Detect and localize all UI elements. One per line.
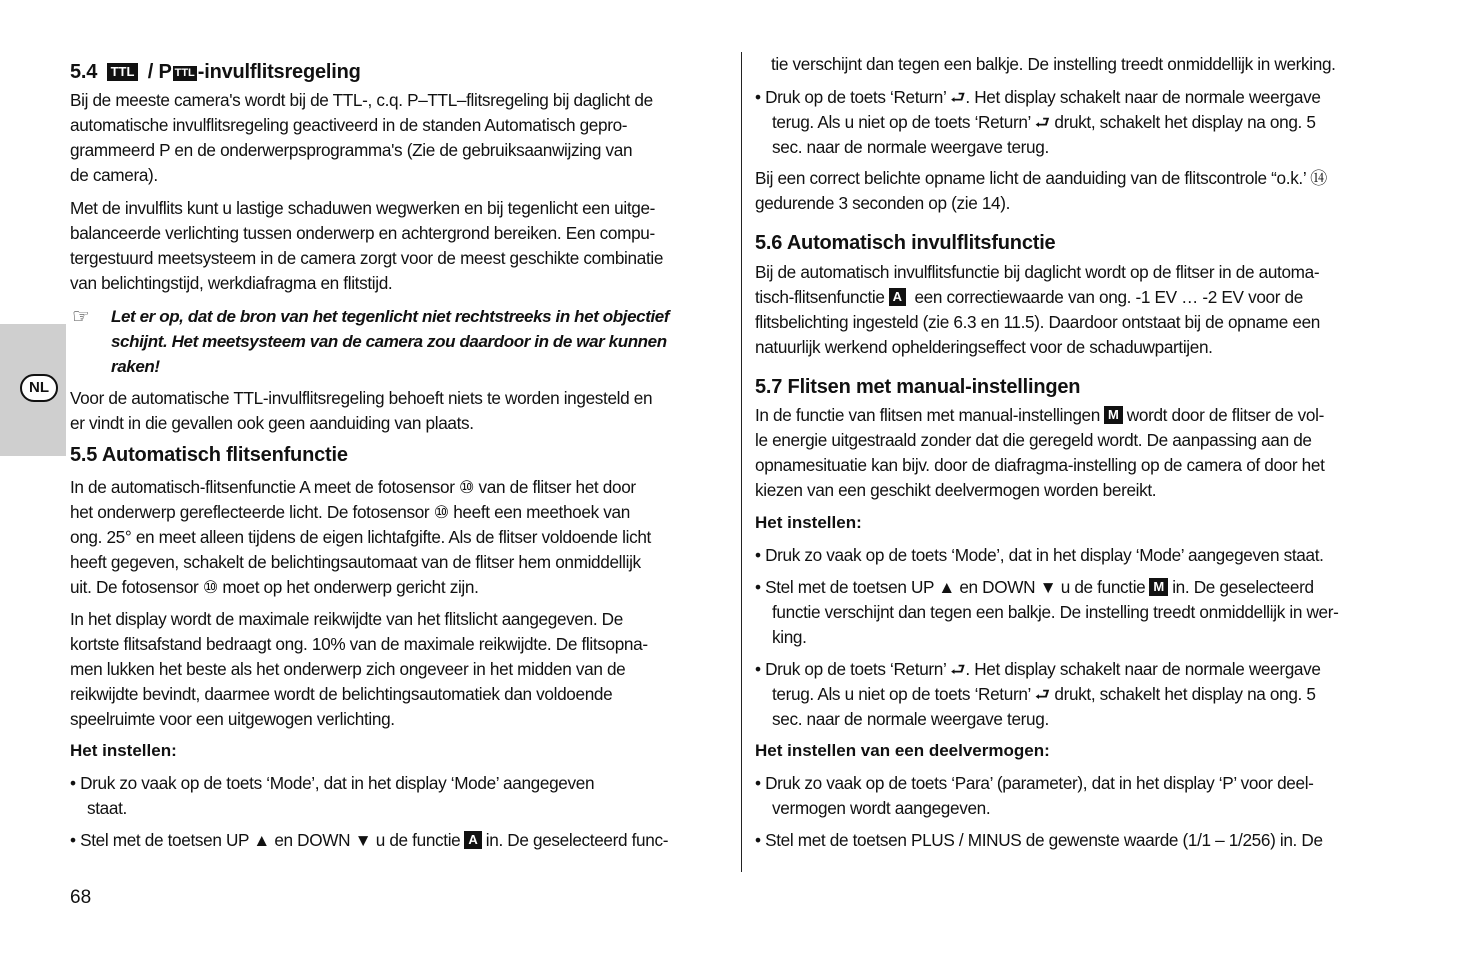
s55-bullet-1: • Druk zo vaak op de toets ‘Mode’, dat in het display ‘Mode’ aangegeven staat. [70, 773, 595, 818]
auto-mode-a-icon: A [889, 288, 906, 306]
return-icon: ⮐ [1034, 112, 1050, 132]
page-number: 68 [70, 887, 92, 908]
s54-note: Let er op, dat de bron van het tegenlicht niet rechtstreeks in het objectief schijnt. Het meetsysteem van de camera zou daardoor in de war kunnen raken! [111, 307, 670, 376]
return-icon: ⮐ [950, 659, 966, 679]
s57-bullet-1: • Druk zo vaak op de toets ‘Mode’, dat in het display ‘Mode’ aangegeven staat. [755, 545, 1324, 565]
language-badge: NL [20, 374, 58, 402]
section-5-5-heading: 5.5 Automatisch flitsenfunctie [70, 444, 348, 466]
s54-paragraph-2: Met de invulflits kunt u lastige schaduwen wegwerken en bij tegenlicht een uitge- balanceerde verlichting tussen onderwerp en achtergrond bereiken. Een compu- tergestuurd meetsysteem in de camera zorgt voor de meest geschikte combinatie van belichtingstijd, werkdiafragma en flitstijd. [70, 198, 664, 293]
return-bullet-2: • Druk op de toets ‘Return’ ⮐. Het display schakelt naar de normale weergave terug. Als u niet op de toets ‘Return’ ⮐ drukt, schakelt het display na ong. 5 sec. naar de normale weergave terug. [755, 659, 1321, 729]
s54-paragraph-1: Bij de meeste camera's wordt bij de TTL-, c.q. P–TTL–flitsregeling bij daglicht de automatische invulflitsregeling geactiveerd in de standen Automatisch gepro- grammeerd P en de onderwerpsprogramma's (Zie de gebruiksaanwijzing van de camera). [70, 90, 653, 185]
ttl-icon: TTL [107, 63, 139, 81]
section-5-4-heading: 5.4 TTL / P TTL -invulflitsregeling [70, 61, 361, 83]
manual-mode-m-icon: M [1149, 578, 1168, 596]
s55-paragraph-2: In het display wordt de maximale reikwijdte van het flitslicht aangegeven. De kortste flitsafstand bedraagt ong. 10% van de maximale reikwijdte. De flitsopna- men lukken het beste als het onderwerp zich ongeveer in het midden van de reikwijdte bevindt, daarmee wordt de belichtingsautomatiek dan voldoende speelruimte voor een uitgewogen verlichting. [70, 609, 648, 729]
s57-bullet-4: • Druk zo vaak op de toets ‘Para’ (parameter), dat in het display ‘P’ voor deel- vermogen wordt aangegeven. [755, 773, 1314, 818]
return-icon: ⮐ [950, 87, 966, 107]
return-icon: ⮐ [1034, 684, 1050, 704]
return-bullet-1: • Druk op de toets ‘Return’ ⮐. Het display schakelt naar de normale weergave terug. Als u niet op de toets ‘Return’ ⮐ drukt, schakelt het display na ong. 5 sec. naar de normale weergave terug. [755, 87, 1321, 157]
s57-subheading-1: Het instellen: [755, 513, 862, 532]
manual-mode-m-icon: M [1104, 406, 1123, 424]
s55-paragraph-1: In de automatisch-flitsenfunctie A meet de fotosensor ⑩ van de flitser het door het onderwerp gereflecteerde licht. De fotosensor ⑩ heeft een meethoek van ong. 25° en meet alleen tijdens de eigen lichtafgifte. Als de flitser voldoende licht heeft gegeven, schakelt de belichtingsautomaat van de flitser hem onmiddellijk uit. De fotosensor ⑩ moet op het onderwerp gericht zijn. [70, 477, 651, 597]
pointing-hand-icon: ☞ [72, 306, 90, 328]
auto-mode-a-icon: A [464, 831, 481, 849]
s55-subheading: Het instellen: [70, 741, 177, 760]
s57-subheading-2: Het instellen van een deelvermogen: [755, 741, 1050, 760]
s54-paragraph-3: Voor de automatische TTL-invulflitsregeling behoeft niets te worden ingesteld en er vindt in die gevallen ook geen aanduiding van plaats. [70, 388, 653, 433]
column-divider [741, 52, 742, 872]
s57-bullet-2: • Stel met de toetsen UP ▲ en DOWN ▼ u de functie M in. De geselecteerd functie verschijnt dan tegen een balkje. De instelling treedt onmiddellijk in wer- king. [755, 577, 1339, 647]
section-5-7-heading: 5.7 Flitsen met manual-instellingen [755, 376, 1081, 398]
ttl-icon-small: TTL [174, 67, 195, 79]
ok-paragraph: Bij een correct belichte opname licht de aanduiding van de flitscontrole “o.k.’ ⑭ gedurende 3 seconden op (zie 14). [755, 168, 1327, 213]
section-5-6-heading: 5.6 Automatisch invulflitsfunctie [755, 232, 1056, 254]
s56-paragraph: Bij de automatisch invulflitsfunctie bij daglicht wordt op de flitser in de automa- tisch-flitsenfunctie A een correctiewaarde van ong. -1 EV … -2 EV voor de flitsbelichting ingesteld (zie 6.3 en 11.5). Daardoor ontstaat bij de opname een natuurlijk werkend ophelderingseffect voor de schaduwpartijen. [755, 262, 1321, 357]
s57-paragraph: In de functie van flitsen met manual-instellingen M wordt door de flitser de vol- le energie uitgestraald zonder dat die geregeld wordt. De aanpassing aan de opnamesituatie kan bijv. door de diafragma-instelling op de camera of door het kiezen van een geschikt deelvermogen worden bereikt. [755, 405, 1325, 500]
continued-text: tie verschijnt dan tegen een balkje. De instelling treedt onmiddellijk in werking. [771, 54, 1336, 74]
s55-bullet-2: • Stel met de toetsen UP ▲ en DOWN ▼ u de functie A in. De geselecteerd func- [70, 830, 669, 850]
s57-bullet-5: • Stel met de toetsen PLUS / MINUS de gewenste waarde (1/1 – 1/256) in. De [755, 830, 1323, 850]
